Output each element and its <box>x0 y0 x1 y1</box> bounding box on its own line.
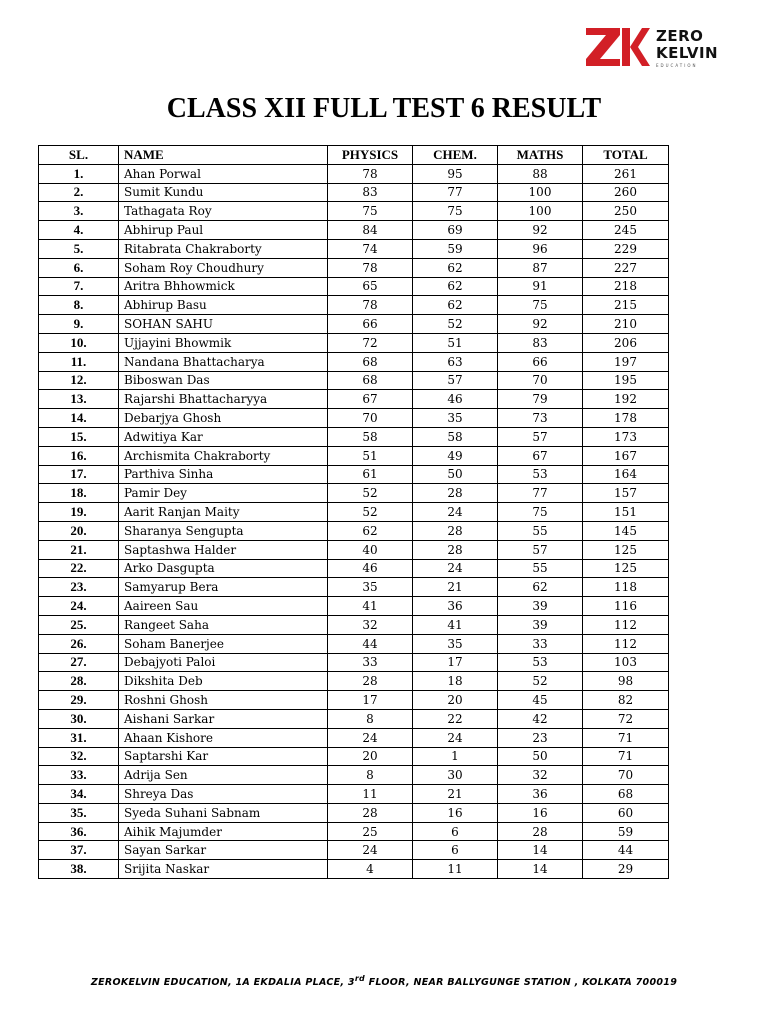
cell-maths: 50 <box>498 747 583 766</box>
cell-name: Roshni Ghosh <box>119 691 328 710</box>
cell-chem: 21 <box>413 578 498 597</box>
cell-maths: 87 <box>498 258 583 277</box>
cell-sl: 4. <box>39 221 119 240</box>
cell-physics: 75 <box>328 202 413 221</box>
cell-name: Ujjayini Bhowmik <box>119 333 328 352</box>
cell-sl: 5. <box>39 239 119 258</box>
cell-sl: 32. <box>39 747 119 766</box>
cell-maths: 66 <box>498 352 583 371</box>
cell-maths: 100 <box>498 202 583 221</box>
cell-total: 151 <box>583 503 669 522</box>
cell-name: Srijita Naskar <box>119 860 328 879</box>
cell-name: Soham Banerjee <box>119 634 328 653</box>
cell-total: 227 <box>583 258 669 277</box>
cell-name: Pamir Dey <box>119 484 328 503</box>
cell-sl: 13. <box>39 390 119 409</box>
table-row <box>39 409 669 428</box>
cell-physics: 17 <box>328 691 413 710</box>
table-row <box>39 503 669 522</box>
table-row <box>39 841 669 860</box>
table-row <box>39 221 669 240</box>
cell-total: 125 <box>583 559 669 578</box>
cell-sl: 28. <box>39 672 119 691</box>
table-row <box>39 653 669 672</box>
cell-chem: 62 <box>413 258 498 277</box>
cell-chem: 22 <box>413 709 498 728</box>
cell-chem: 58 <box>413 427 498 446</box>
cell-sl: 31. <box>39 728 119 747</box>
cell-total: 197 <box>583 352 669 371</box>
cell-name: Abhirup Basu <box>119 296 328 315</box>
cell-total: 71 <box>583 728 669 747</box>
cell-total: 210 <box>583 315 669 334</box>
cell-name: Sayan Sarkar <box>119 841 328 860</box>
cell-sl: 9. <box>39 315 119 334</box>
cell-maths: 53 <box>498 465 583 484</box>
cell-total: 72 <box>583 709 669 728</box>
cell-name: Debajyoti Paloi <box>119 653 328 672</box>
table-row <box>39 164 669 183</box>
cell-name: Debarjya Ghosh <box>119 409 328 428</box>
cell-maths: 39 <box>498 597 583 616</box>
cell-maths: 91 <box>498 277 583 296</box>
table-row <box>39 390 669 409</box>
results-table <box>38 145 669 879</box>
table-row <box>39 333 669 352</box>
cell-maths: 45 <box>498 691 583 710</box>
cell-chem: 50 <box>413 465 498 484</box>
cell-total: 206 <box>583 333 669 352</box>
cell-chem: 49 <box>413 446 498 465</box>
cell-chem: 57 <box>413 371 498 390</box>
cell-chem: 18 <box>413 672 498 691</box>
logo-word-kelvin: KELVIN <box>656 44 719 62</box>
cell-maths: 70 <box>498 371 583 390</box>
table-row <box>39 634 669 653</box>
table-row <box>39 183 669 202</box>
cell-physics: 11 <box>328 785 413 804</box>
cell-physics: 28 <box>328 672 413 691</box>
cell-name: Dikshita Deb <box>119 672 328 691</box>
cell-physics: 78 <box>328 296 413 315</box>
cell-name: Adwitiya Kar <box>119 427 328 446</box>
cell-maths: 23 <box>498 728 583 747</box>
cell-physics: 68 <box>328 371 413 390</box>
cell-sl: 27. <box>39 653 119 672</box>
cell-chem: 63 <box>413 352 498 371</box>
cell-chem: 6 <box>413 822 498 841</box>
table-row <box>39 258 669 277</box>
cell-maths: 62 <box>498 578 583 597</box>
cell-total: 103 <box>583 653 669 672</box>
cell-physics: 40 <box>328 540 413 559</box>
cell-total: 167 <box>583 446 669 465</box>
cell-maths: 73 <box>498 409 583 428</box>
table-row <box>39 860 669 879</box>
cell-chem: 51 <box>413 333 498 352</box>
cell-total: 112 <box>583 615 669 634</box>
cell-name: Aritra Bhhowmick <box>119 277 328 296</box>
cell-maths: 77 <box>498 484 583 503</box>
table-row <box>39 446 669 465</box>
cell-maths: 67 <box>498 446 583 465</box>
table-row <box>39 597 669 616</box>
cell-physics: 70 <box>328 409 413 428</box>
header-sl: SL. <box>39 146 119 165</box>
table-row <box>39 465 669 484</box>
cell-name: Parthiva Sinha <box>119 465 328 484</box>
cell-maths: 96 <box>498 239 583 258</box>
cell-name: Ahan Porwal <box>119 164 328 183</box>
cell-chem: 46 <box>413 390 498 409</box>
cell-chem: 41 <box>413 615 498 634</box>
table-row <box>39 540 669 559</box>
cell-chem: 24 <box>413 559 498 578</box>
cell-sl: 8. <box>39 296 119 315</box>
cell-physics: 51 <box>328 446 413 465</box>
cell-chem: 17 <box>413 653 498 672</box>
table-header-row <box>39 146 669 165</box>
cell-physics: 78 <box>328 164 413 183</box>
cell-sl: 17. <box>39 465 119 484</box>
cell-sl: 11. <box>39 352 119 371</box>
cell-physics: 20 <box>328 747 413 766</box>
table-row <box>39 239 669 258</box>
table-row <box>39 578 669 597</box>
footer-address-end: FLOOR, NEAR BALLYGUNGE STATION , KOLKATA 700019 <box>365 977 678 989</box>
cell-sl: 24. <box>39 597 119 616</box>
cell-total: 250 <box>583 202 669 221</box>
cell-chem: 28 <box>413 521 498 540</box>
cell-sl: 18. <box>39 484 119 503</box>
cell-name: Shreya Das <box>119 785 328 804</box>
cell-name: Sumit Kundu <box>119 183 328 202</box>
cell-name: Aarit Ranjan Maity <box>119 503 328 522</box>
cell-name: Saptashwa Halder <box>119 540 328 559</box>
header-maths: MATHS <box>498 146 583 165</box>
zero-kelvin-logo <box>584 26 719 70</box>
cell-physics: 74 <box>328 239 413 258</box>
footer-address-start: ZEROKELVIN EDUCATION, 1A EKDALIA PLACE, 3 <box>90 977 355 989</box>
cell-maths: 28 <box>498 822 583 841</box>
cell-name: Sharanya Sengupta <box>119 521 328 540</box>
header-chem: CHEM. <box>413 146 498 165</box>
cell-maths: 79 <box>498 390 583 409</box>
cell-name: Syeda Suhani Sabnam <box>119 803 328 822</box>
cell-name: Rangeet Saha <box>119 615 328 634</box>
cell-total: 60 <box>583 803 669 822</box>
table-row <box>39 521 669 540</box>
cell-sl: 1. <box>39 164 119 183</box>
table-row <box>39 371 669 390</box>
cell-name: Saptarshi Kar <box>119 747 328 766</box>
cell-chem: 28 <box>413 540 498 559</box>
cell-chem: 16 <box>413 803 498 822</box>
cell-total: 116 <box>583 597 669 616</box>
cell-maths: 88 <box>498 164 583 183</box>
table-row <box>39 427 669 446</box>
cell-chem: 77 <box>413 183 498 202</box>
cell-sl: 7. <box>39 277 119 296</box>
cell-physics: 41 <box>328 597 413 616</box>
table-row <box>39 277 669 296</box>
cell-name: Aaireen Sau <box>119 597 328 616</box>
cell-sl: 6. <box>39 258 119 277</box>
table-row <box>39 315 669 334</box>
cell-physics: 4 <box>328 860 413 879</box>
table-row <box>39 559 669 578</box>
cell-total: 192 <box>583 390 669 409</box>
cell-name: Rajarshi Bhattacharyya <box>119 390 328 409</box>
cell-total: 71 <box>583 747 669 766</box>
cell-chem: 24 <box>413 503 498 522</box>
cell-physics: 52 <box>328 484 413 503</box>
table-row <box>39 352 669 371</box>
cell-total: 118 <box>583 578 669 597</box>
cell-total: 68 <box>583 785 669 804</box>
cell-physics: 84 <box>328 221 413 240</box>
cell-maths: 92 <box>498 315 583 334</box>
cell-total: 164 <box>583 465 669 484</box>
header-physics: PHYSICS <box>328 146 413 165</box>
cell-physics: 24 <box>328 841 413 860</box>
table-row <box>39 709 669 728</box>
page-title: CLASS XII FULL TEST 6 RESULT <box>166 93 602 124</box>
cell-sl: 25. <box>39 615 119 634</box>
cell-physics: 67 <box>328 390 413 409</box>
cell-maths: 39 <box>498 615 583 634</box>
cell-total: 112 <box>583 634 669 653</box>
cell-name: Nandana Bhattacharya <box>119 352 328 371</box>
cell-sl: 12. <box>39 371 119 390</box>
cell-total: 260 <box>583 183 669 202</box>
cell-sl: 34. <box>39 785 119 804</box>
zk-logo-icon <box>584 26 650 68</box>
cell-chem: 28 <box>413 484 498 503</box>
cell-sl: 30. <box>39 709 119 728</box>
cell-total: 215 <box>583 296 669 315</box>
cell-physics: 24 <box>328 728 413 747</box>
cell-chem: 30 <box>413 766 498 785</box>
cell-sl: 3. <box>39 202 119 221</box>
cell-physics: 44 <box>328 634 413 653</box>
cell-sl: 15. <box>39 427 119 446</box>
cell-chem: 95 <box>413 164 498 183</box>
cell-chem: 24 <box>413 728 498 747</box>
cell-sl: 38. <box>39 860 119 879</box>
cell-total: 261 <box>583 164 669 183</box>
cell-maths: 16 <box>498 803 583 822</box>
table-row <box>39 747 669 766</box>
cell-maths: 14 <box>498 841 583 860</box>
cell-sl: 22. <box>39 559 119 578</box>
cell-physics: 32 <box>328 615 413 634</box>
cell-total: 29 <box>583 860 669 879</box>
logo-word-zero: ZERO <box>656 27 704 45</box>
table-body <box>39 164 669 878</box>
cell-total: 229 <box>583 239 669 258</box>
cell-physics: 58 <box>328 427 413 446</box>
cell-maths: 14 <box>498 860 583 879</box>
cell-total: 178 <box>583 409 669 428</box>
cell-name: Soham Roy Choudhury <box>119 258 328 277</box>
cell-physics: 8 <box>328 766 413 785</box>
cell-name: Samyarup Bera <box>119 578 328 597</box>
cell-maths: 32 <box>498 766 583 785</box>
cell-name: Aihik Majumder <box>119 822 328 841</box>
cell-chem: 35 <box>413 409 498 428</box>
cell-sl: 20. <box>39 521 119 540</box>
cell-chem: 21 <box>413 785 498 804</box>
cell-sl: 10. <box>39 333 119 352</box>
table-row <box>39 202 669 221</box>
header-name: NAME <box>119 146 328 165</box>
table-row <box>39 672 669 691</box>
header-total: TOTAL <box>583 146 669 165</box>
cell-sl: 33. <box>39 766 119 785</box>
cell-total: 218 <box>583 277 669 296</box>
cell-chem: 6 <box>413 841 498 860</box>
cell-chem: 59 <box>413 239 498 258</box>
cell-total: 173 <box>583 427 669 446</box>
cell-total: 245 <box>583 221 669 240</box>
cell-physics: 68 <box>328 352 413 371</box>
cell-name: Tathagata Roy <box>119 202 328 221</box>
cell-maths: 36 <box>498 785 583 804</box>
cell-sl: 36. <box>39 822 119 841</box>
cell-maths: 52 <box>498 672 583 691</box>
cell-total: 157 <box>583 484 669 503</box>
cell-physics: 66 <box>328 315 413 334</box>
cell-chem: 75 <box>413 202 498 221</box>
table-row <box>39 615 669 634</box>
cell-name: Arko Dasgupta <box>119 559 328 578</box>
cell-chem: 11 <box>413 860 498 879</box>
cell-chem: 62 <box>413 277 498 296</box>
cell-chem: 36 <box>413 597 498 616</box>
cell-physics: 46 <box>328 559 413 578</box>
cell-sl: 26. <box>39 634 119 653</box>
footer-ordinal: rd <box>354 974 366 983</box>
cell-physics: 65 <box>328 277 413 296</box>
cell-sl: 23. <box>39 578 119 597</box>
cell-name: SOHAN SAHU <box>119 315 328 334</box>
cell-physics: 61 <box>328 465 413 484</box>
table-row <box>39 484 669 503</box>
cell-physics: 8 <box>328 709 413 728</box>
cell-total: 195 <box>583 371 669 390</box>
cell-name: Ritabrata Chakraborty <box>119 239 328 258</box>
cell-physics: 83 <box>328 183 413 202</box>
cell-maths: 53 <box>498 653 583 672</box>
cell-name: Adrija Sen <box>119 766 328 785</box>
cell-chem: 20 <box>413 691 498 710</box>
cell-maths: 100 <box>498 183 583 202</box>
table-row <box>39 803 669 822</box>
cell-maths: 83 <box>498 333 583 352</box>
cell-total: 125 <box>583 540 669 559</box>
cell-chem: 62 <box>413 296 498 315</box>
cell-chem: 69 <box>413 221 498 240</box>
cell-physics: 28 <box>328 803 413 822</box>
cell-sl: 16. <box>39 446 119 465</box>
footer-address <box>0 974 768 988</box>
table-row <box>39 822 669 841</box>
cell-physics: 35 <box>328 578 413 597</box>
table-row <box>39 785 669 804</box>
cell-sl: 21. <box>39 540 119 559</box>
cell-chem: 35 <box>413 634 498 653</box>
cell-sl: 29. <box>39 691 119 710</box>
cell-maths: 75 <box>498 503 583 522</box>
cell-total: 44 <box>583 841 669 860</box>
cell-maths: 42 <box>498 709 583 728</box>
cell-maths: 57 <box>498 540 583 559</box>
cell-maths: 55 <box>498 559 583 578</box>
table-row <box>39 296 669 315</box>
cell-maths: 57 <box>498 427 583 446</box>
cell-total: 82 <box>583 691 669 710</box>
cell-name: Archismita Chakraborty <box>119 446 328 465</box>
table-row <box>39 728 669 747</box>
cell-physics: 72 <box>328 333 413 352</box>
cell-physics: 25 <box>328 822 413 841</box>
cell-total: 98 <box>583 672 669 691</box>
cell-physics: 62 <box>328 521 413 540</box>
cell-name: Aishani Sarkar <box>119 709 328 728</box>
cell-chem: 1 <box>413 747 498 766</box>
cell-maths: 75 <box>498 296 583 315</box>
cell-maths: 55 <box>498 521 583 540</box>
cell-total: 70 <box>583 766 669 785</box>
cell-sl: 35. <box>39 803 119 822</box>
cell-name: Biboswan Das <box>119 371 328 390</box>
cell-maths: 92 <box>498 221 583 240</box>
cell-chem: 52 <box>413 315 498 334</box>
cell-maths: 33 <box>498 634 583 653</box>
cell-name: Ahaan Kishore <box>119 728 328 747</box>
cell-sl: 19. <box>39 503 119 522</box>
cell-name: Abhirup Paul <box>119 221 328 240</box>
cell-total: 145 <box>583 521 669 540</box>
cell-physics: 78 <box>328 258 413 277</box>
table-row <box>39 766 669 785</box>
cell-total: 59 <box>583 822 669 841</box>
cell-physics: 52 <box>328 503 413 522</box>
cell-sl: 37. <box>39 841 119 860</box>
table-row <box>39 691 669 710</box>
cell-sl: 2. <box>39 183 119 202</box>
logo-tagline: EDUCATION <box>656 63 698 68</box>
cell-physics: 33 <box>328 653 413 672</box>
cell-sl: 14. <box>39 409 119 428</box>
